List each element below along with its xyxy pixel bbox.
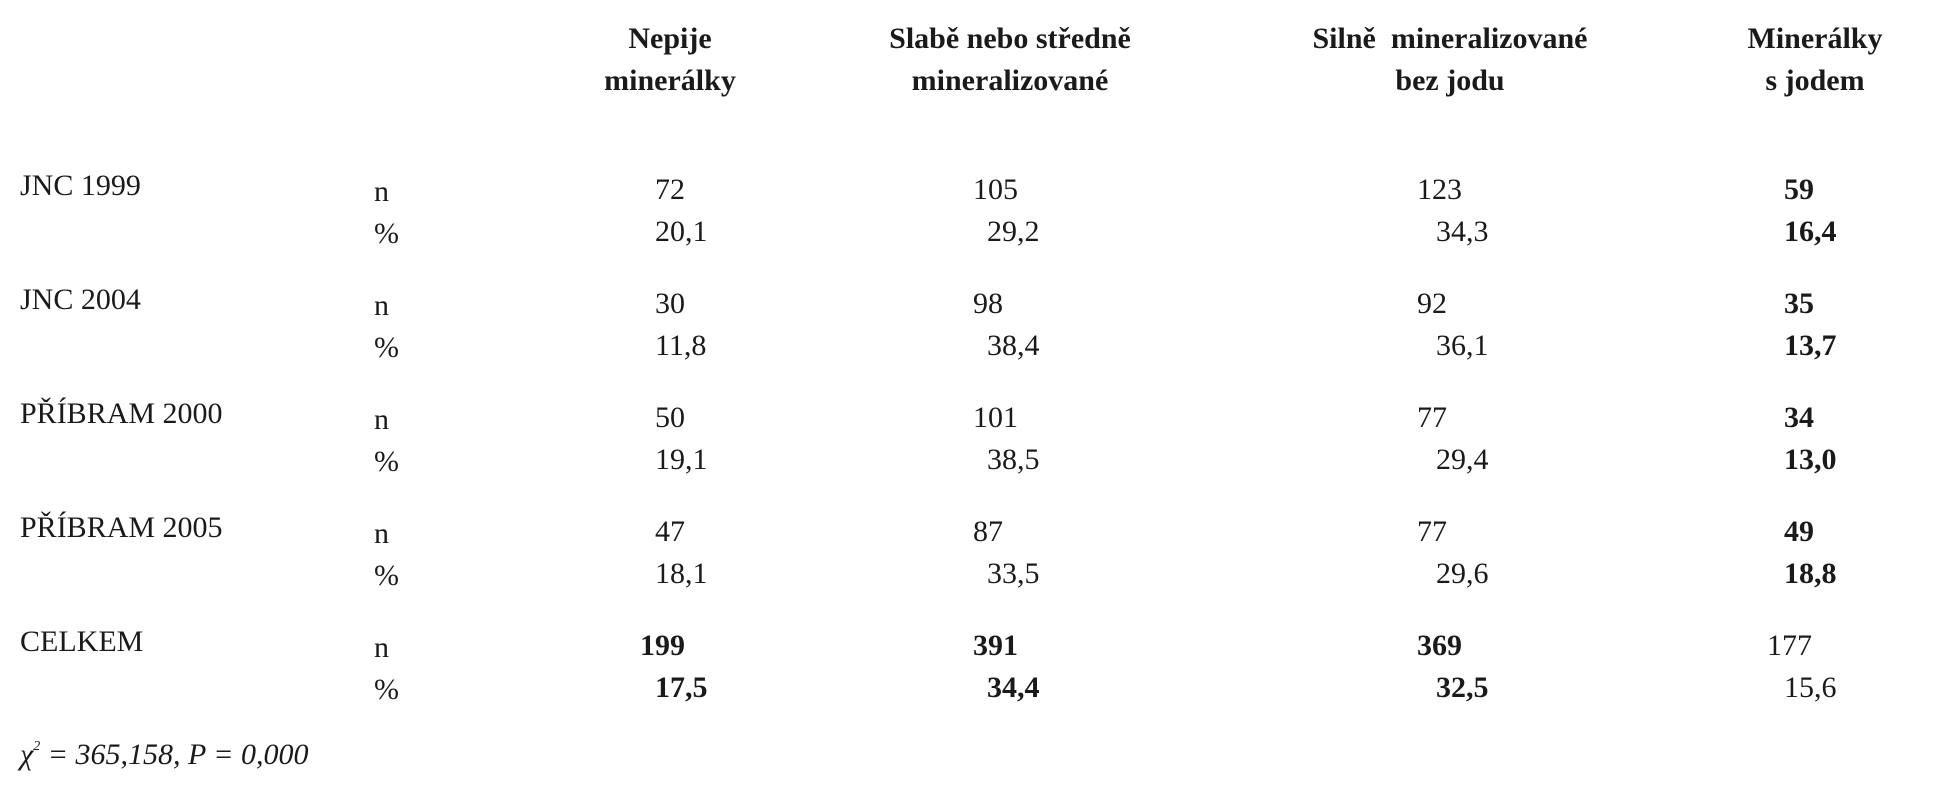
- row-label: PŘÍBRAM 2000: [20, 397, 223, 430]
- pct-label: %: [374, 673, 399, 706]
- cell-pct-jodem: 13,0: [1784, 443, 1837, 476]
- pct-label: %: [374, 217, 399, 250]
- n-label: n: [374, 175, 389, 208]
- n-label: n: [374, 517, 389, 550]
- cell-pct-jodem: 16,4: [1784, 215, 1837, 248]
- header-col-nepije: [580, 18, 760, 102]
- pct-label: %: [374, 559, 399, 592]
- cell-total-n-jodem: 177: [1767, 629, 1812, 662]
- n-label: n: [374, 289, 389, 322]
- header-col-slabe: [840, 18, 1180, 102]
- cell-total-pct-slabe: 34,4: [987, 671, 1040, 704]
- cell-pct-silne: 36,1: [1436, 329, 1489, 362]
- header-col-jodem: [1725, 18, 1905, 102]
- row-label: JNC 2004: [20, 283, 141, 316]
- cell-pct-slabe: 29,2: [987, 215, 1040, 248]
- n-label: n: [374, 403, 389, 436]
- header-col-silne-line1: Silně mineralizované: [1312, 22, 1588, 55]
- cell-total-pct-silne: 32,5: [1436, 671, 1489, 704]
- header-col-jodem-line2: s jodem: [1765, 64, 1865, 97]
- cell-n-nepije: 72: [655, 173, 685, 206]
- row-label-total: CELKEM: [20, 625, 144, 658]
- cell-pct-slabe: 38,5: [987, 443, 1040, 476]
- cell-total-n-slabe: 391: [973, 629, 1018, 662]
- header-col-slabe-line1: Slabě nebo středně: [889, 22, 1131, 55]
- cell-n-slabe: 87: [973, 515, 1003, 548]
- cell-pct-nepije: 20,1: [655, 215, 708, 248]
- chi-symbol: χ: [20, 738, 34, 771]
- cell-pct-silne: 29,4: [1436, 443, 1489, 476]
- header-col-silne-line2: bez jodu: [1395, 64, 1505, 97]
- chi-value-text: = 365,158, P = 0,000: [40, 738, 309, 771]
- n-label: n: [374, 631, 389, 664]
- cell-n-silne: 92: [1417, 287, 1447, 320]
- cell-total-n-silne: 369: [1417, 629, 1462, 662]
- chi-exponent: 2: [33, 739, 41, 754]
- cell-n-jodem: 34: [1784, 401, 1814, 434]
- cell-pct-silne: 34,3: [1436, 215, 1489, 248]
- row-label: PŘÍBRAM 2005: [20, 511, 223, 544]
- header-col-slabe-line2: mineralizované: [911, 64, 1109, 97]
- cell-pct-nepije: 18,1: [655, 557, 708, 590]
- cell-pct-slabe: 33,5: [987, 557, 1040, 590]
- cell-pct-silne: 29,6: [1436, 557, 1489, 590]
- cell-pct-jodem: 13,7: [1784, 329, 1837, 362]
- header-col-nepije-line2: minerálky: [604, 64, 736, 97]
- cell-n-nepije: 47: [655, 515, 685, 548]
- header-col-silne: [1260, 18, 1640, 102]
- cell-total-n-nepije: 199: [640, 629, 685, 662]
- cell-pct-nepije: 11,8: [655, 329, 707, 362]
- cell-n-silne: 77: [1417, 515, 1447, 548]
- cell-n-slabe: 98: [973, 287, 1003, 320]
- cell-pct-nepije: 19,1: [655, 443, 708, 476]
- cell-n-slabe: 101: [973, 401, 1018, 434]
- header-col-nepije-line1: Nepije: [628, 22, 712, 55]
- cell-n-silne: 77: [1417, 401, 1447, 434]
- header-col-jodem-line1: Minerálky: [1747, 22, 1883, 55]
- cell-n-nepije: 50: [655, 401, 685, 434]
- cell-total-pct-jodem: 15,6: [1784, 671, 1837, 704]
- chi-square-footnote: [20, 738, 308, 772]
- cell-n-slabe: 105: [973, 173, 1018, 206]
- cell-n-jodem: 49: [1784, 515, 1814, 548]
- cell-total-pct-nepije: 17,5: [655, 671, 708, 704]
- cell-n-silne: 123: [1417, 173, 1462, 206]
- cell-n-jodem: 35: [1784, 287, 1814, 320]
- pct-label: %: [374, 331, 399, 364]
- cell-pct-slabe: 38,4: [987, 329, 1040, 362]
- cell-n-jodem: 59: [1784, 173, 1814, 206]
- row-label: JNC 1999: [20, 169, 141, 202]
- cell-n-nepije: 30: [655, 287, 685, 320]
- pct-label: %: [374, 445, 399, 478]
- cell-pct-jodem: 18,8: [1784, 557, 1837, 590]
